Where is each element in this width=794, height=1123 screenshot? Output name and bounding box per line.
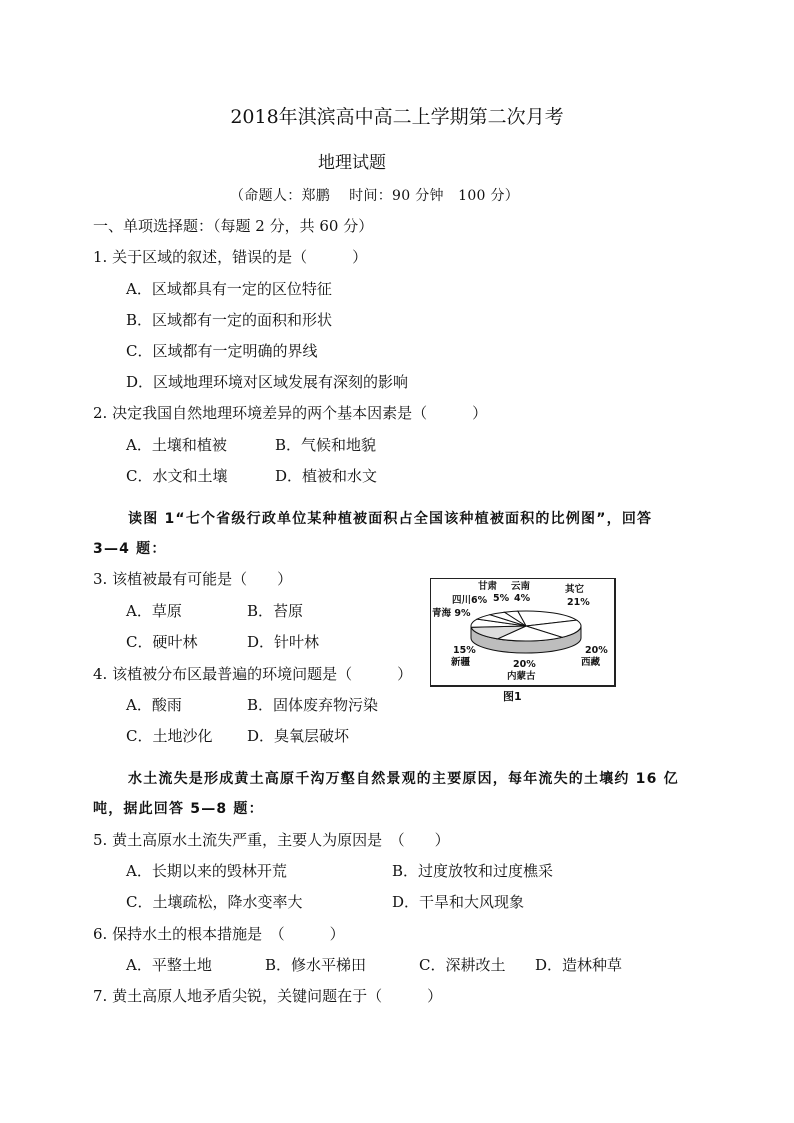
question-1-stem: 1. 关于区域的叙述，错误的是（ ） bbox=[93, 248, 368, 266]
q2-option-d: D．植被和水文 bbox=[275, 467, 378, 485]
q6-option-d: D．造林种草 bbox=[535, 956, 623, 974]
value-xinjiang: 15% bbox=[453, 645, 476, 656]
q3-option-c: C．硬叶林 bbox=[126, 633, 198, 651]
figure-intro-line-1: 读图 1“七个省级行政单位某种植被面积占全国该种植被面积的比例图”，回答 bbox=[128, 511, 653, 527]
q6-option-b: B．修水平梯田 bbox=[265, 956, 367, 974]
q3-option-b: B．苔原 bbox=[247, 602, 304, 620]
q5-option-a: A．长期以来的毁林开荒 bbox=[126, 862, 287, 880]
loess-intro-line-2: 吨，据此回答 5—8 题： bbox=[93, 801, 264, 817]
loess-intro-line-1: 水土流失是形成黄土高原千沟万壑自然景观的主要原因，每年流失的土壤约 16 亿 bbox=[128, 771, 679, 787]
value-other: 21% bbox=[567, 597, 590, 608]
subject-title: 地理试题 bbox=[318, 153, 386, 173]
q1-option-a: A．区域都具有一定的区位特征 bbox=[126, 280, 332, 298]
q4-option-c: C．土地沙化 bbox=[126, 727, 213, 745]
value-yunnan: 4% bbox=[514, 593, 531, 604]
q2-option-c: C．水文和土壤 bbox=[126, 467, 228, 485]
value-xizang: 20% bbox=[585, 645, 608, 656]
q1-option-b: B．区域都有一定的面积和形状 bbox=[126, 311, 333, 329]
q6-option-c: C．深耕改土 bbox=[419, 956, 506, 974]
exam-title: 2018年淇滨高中高二上学期第二次月考 bbox=[230, 106, 564, 128]
question-6-stem: 6. 保持水土的根本措施是 （ ） bbox=[93, 925, 345, 943]
label-qinghai: 青海 9% bbox=[432, 608, 471, 619]
q2-option-a: A．土壤和植被 bbox=[126, 436, 227, 454]
q5-option-b: B．过度放牧和过度樵采 bbox=[392, 862, 554, 880]
label-gansu: 甘肃 bbox=[478, 581, 498, 592]
question-7-stem: 7. 黄土高原人地矛盾尖锐，关键问题在于（ ） bbox=[93, 987, 443, 1005]
label-neimenggu: 内蒙古 bbox=[507, 671, 536, 682]
label-yunnan: 云南 bbox=[511, 581, 531, 592]
label-sichuan: 四川6% bbox=[452, 595, 488, 606]
question-5-stem: 5. 黄土高原水土流失严重，主要人为原因是 （ ） bbox=[93, 831, 450, 849]
q1-option-c: C．区域都有一定明确的界线 bbox=[126, 342, 318, 360]
question-2-stem: 2. 决定我国自然地理环境差异的两个基本因素是（ ） bbox=[93, 404, 488, 422]
q3-option-a: A．草原 bbox=[126, 602, 182, 620]
exam-meta: （命题人：郑鹏 时间：90 分钟 100 分） bbox=[230, 188, 520, 204]
q5-option-d: D．干旱和大风现象 bbox=[392, 893, 525, 911]
value-neimenggu: 20% bbox=[513, 659, 536, 670]
figure-intro-line-2: 3—4 题： bbox=[93, 541, 167, 557]
label-xizang: 西藏 bbox=[581, 657, 601, 668]
value-gansu: 5% bbox=[493, 593, 510, 604]
q6-option-a: A．平整土地 bbox=[126, 956, 212, 974]
question-4-stem: 4. 该植被分布区最普遍的环境问题是（ ） bbox=[93, 665, 413, 683]
q5-option-c: C．土壤疏松，降水变率大 bbox=[126, 893, 303, 911]
figure-1-chart bbox=[430, 578, 616, 687]
q4-option-a: A．酸雨 bbox=[126, 696, 182, 714]
q3-option-d: D．针叶林 bbox=[247, 633, 320, 651]
section-heading: 一、单项选择题：（每题 2 分，共 60 分） bbox=[93, 217, 374, 235]
q1-option-d: D．区域地理环境对区域发展有深刻的影响 bbox=[126, 373, 409, 391]
label-other: 其它 bbox=[565, 584, 585, 595]
q2-option-b: B．气候和地貌 bbox=[275, 436, 377, 454]
label-xinjiang: 新疆 bbox=[451, 657, 471, 668]
question-3-stem: 3. 该植被最有可能是（ ） bbox=[93, 570, 293, 588]
figure-caption: 图1 bbox=[503, 690, 522, 703]
q4-option-b: B．固体废弃物污染 bbox=[247, 696, 379, 714]
q4-option-d: D．臭氧层破坏 bbox=[247, 727, 350, 745]
